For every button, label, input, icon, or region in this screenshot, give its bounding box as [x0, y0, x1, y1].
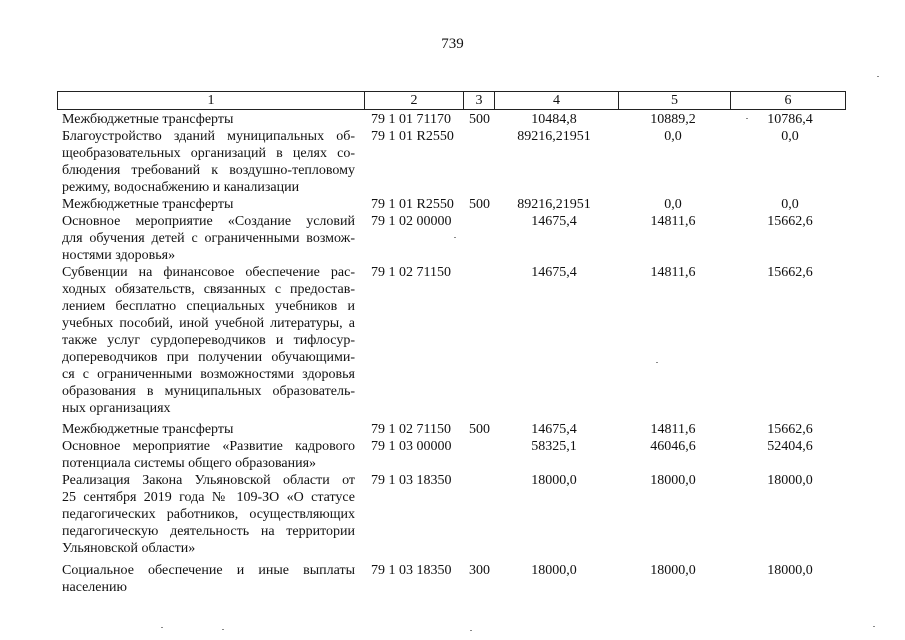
row-value-6: 0,0 — [781, 129, 799, 144]
row-name-line: Межбюджетные трансферты — [62, 422, 234, 437]
row-name-line: для обучения детей с ограниченными возмож- — [62, 231, 355, 246]
row-value-6: 15662,6 — [767, 422, 813, 437]
row-name-line: Реализация Закона Ульяновской области от — [62, 473, 355, 488]
row-name-line: ся с ограниченными возможностями здоровья — [62, 367, 355, 382]
row-value-5: 18000,0 — [650, 473, 696, 488]
row-name-line: ных организациях — [62, 401, 171, 416]
row-name-line: Основное мероприятие «Развитие кадрового — [62, 439, 355, 454]
row-name-line: режиму, водоснабжению и канализации — [62, 180, 300, 195]
row-code: 79 1 02 71150 — [371, 265, 451, 280]
row-value-5: 14811,6 — [650, 422, 696, 437]
row-value-4: 89216,21951 — [517, 129, 591, 144]
row-code: 79 1 03 18350 — [371, 473, 452, 488]
row-name-line: щеобразовательных организаций в целях со- — [62, 146, 355, 161]
scan-speck — [454, 237, 456, 238]
row-value-6: 15662,6 — [767, 265, 813, 280]
row-name-line: Межбюджетные трансферты — [62, 197, 234, 212]
row-value-5: 10889,2 — [650, 112, 696, 127]
row-value-4: 14675,4 — [531, 214, 577, 229]
row-value-6: 18000,0 — [767, 563, 813, 578]
scan-speck — [746, 118, 748, 119]
row-name — [62, 213, 355, 264]
row-value-6: 15662,6 — [767, 214, 813, 229]
row-name-line: населению — [62, 580, 127, 595]
scan-speck — [222, 629, 224, 630]
row-value-5: 0,0 — [664, 129, 682, 144]
row-name-line: педагогическую деятельность на территории — [62, 524, 355, 539]
row-name-line: педагогических работников, осуществляющих — [62, 507, 355, 522]
row-expense-kind: 500 — [469, 197, 490, 212]
row-code: 79 1 01 R2550 — [371, 197, 454, 212]
row-name — [62, 562, 355, 596]
row-expense-kind: 500 — [469, 112, 490, 127]
scan-speck — [656, 362, 658, 363]
row-name — [62, 421, 355, 438]
row-value-5: 46046,6 — [650, 439, 696, 454]
scan-speck — [470, 630, 472, 631]
row-name-line: Ульяновской области» — [62, 541, 196, 556]
scan-speck — [161, 627, 163, 628]
row-value-4: 18000,0 — [531, 563, 577, 578]
row-value-6: 18000,0 — [767, 473, 813, 488]
column-header-2: 2 — [365, 92, 464, 110]
row-value-5: 14811,6 — [650, 265, 696, 280]
row-code: 79 1 02 71150 — [371, 422, 451, 437]
row-value-4: 10484,8 — [531, 112, 577, 127]
row-name — [62, 128, 355, 196]
row-name-line: потенциала системы общего образования» — [62, 456, 317, 471]
row-name-line: учебных пособий, иной учебной литературы, а — [62, 316, 355, 331]
page-number: 739 — [441, 36, 464, 52]
row-expense-kind: 300 — [469, 563, 490, 578]
row-value-6: 52404,6 — [767, 439, 813, 454]
row-code: 79 1 01 R2550 — [371, 129, 454, 144]
row-code: 79 1 03 18350 — [371, 563, 452, 578]
column-header-6: 6 — [731, 92, 846, 110]
row-value-4: 18000,0 — [531, 473, 577, 488]
row-name-line: ностями здоровья» — [62, 248, 176, 263]
row-name-line: образования в муниципальных образователь- — [62, 384, 355, 399]
row-name-line: 25 сентября 2019 года № 109-ЗО «О статусе — [62, 490, 355, 505]
row-value-6: 0,0 — [781, 197, 799, 212]
row-name-line: ходных обязательств, связанных с предостав- — [62, 282, 355, 297]
row-code: 79 1 03 00000 — [371, 439, 452, 454]
row-name-line: Социальное обеспечение и иные выплаты — [62, 563, 355, 578]
row-code: 79 1 02 00000 — [371, 214, 452, 229]
row-value-4: 89216,21951 — [517, 197, 591, 212]
row-value-4: 14675,4 — [531, 265, 577, 280]
row-name-line: Благоустройство зданий муниципальных об- — [62, 129, 355, 144]
row-name-line: Межбюджетные трансферты — [62, 112, 234, 127]
row-name-line: Основное мероприятие «Создание условий — [62, 214, 355, 229]
row-name-line: лением бесплатно специальных учебников и — [62, 299, 355, 314]
scan-speck — [877, 76, 879, 77]
row-name — [62, 472, 355, 557]
row-value-5: 14811,6 — [650, 214, 696, 229]
scan-speck — [873, 626, 875, 627]
row-name-line: допереводчиков при получении обучающими- — [62, 350, 355, 365]
row-name — [62, 196, 355, 213]
row-name — [62, 438, 355, 472]
row-name — [62, 264, 355, 417]
column-header-3: 3 — [464, 92, 495, 110]
row-value-5: 0,0 — [664, 197, 682, 212]
column-header-1: 1 — [58, 92, 365, 110]
row-name — [62, 111, 355, 128]
row-code: 79 1 01 71170 — [371, 112, 451, 127]
row-name-line: также услуг сурдопереводчиков и тифлосур- — [62, 333, 355, 348]
column-header-5: 5 — [619, 92, 731, 110]
row-value-5: 18000,0 — [650, 563, 696, 578]
row-expense-kind: 500 — [469, 422, 490, 437]
column-header-4: 4 — [495, 92, 619, 110]
row-name-line: блюдения требований к воздушно-тепловому — [62, 163, 355, 178]
row-value-4: 14675,4 — [531, 422, 577, 437]
row-value-4: 58325,1 — [531, 439, 577, 454]
row-name-line: Субвенции на финансовое обеспечение рас- — [62, 265, 355, 280]
row-value-6: 10786,4 — [767, 112, 813, 127]
